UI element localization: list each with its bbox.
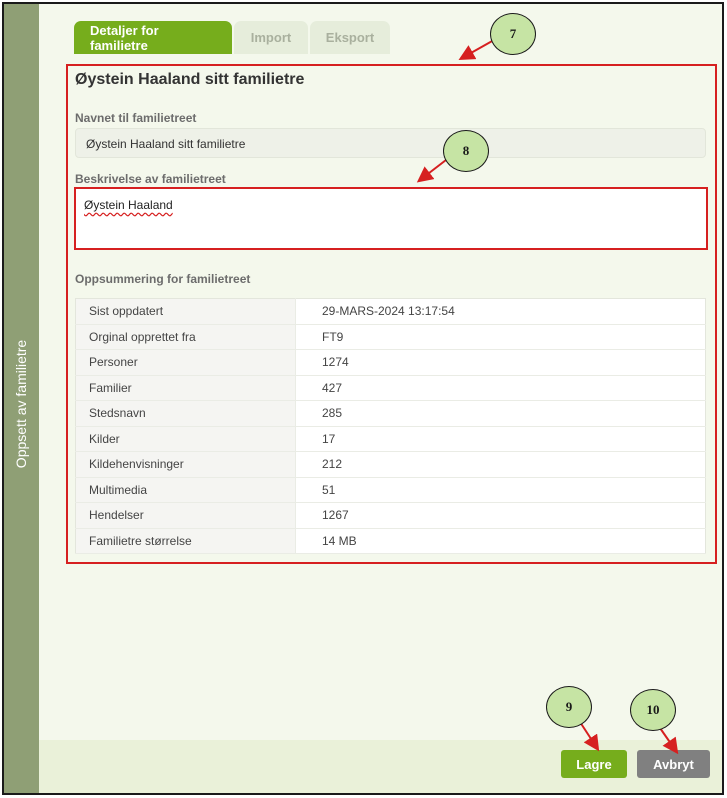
row-value: 285 [296, 401, 706, 427]
table-row [76, 503, 706, 529]
row-key: Sist oppdatert [76, 299, 296, 325]
table-row [76, 426, 706, 452]
callout-8: 8 [443, 130, 489, 172]
row-key: Kilder [76, 426, 296, 452]
save-button[interactable]: Lagre [561, 750, 627, 778]
tree-name-input[interactable]: Øystein Haaland sitt familietre [75, 128, 706, 158]
table-row [76, 299, 706, 325]
row-value: 427 [296, 375, 706, 401]
description-textarea[interactable] [74, 187, 708, 250]
row-value: 212 [296, 452, 706, 478]
table-row [76, 350, 706, 376]
tab-import[interactable]: Import [234, 21, 308, 54]
summary-label: Oppsummering for familietreet [75, 272, 251, 286]
tab-bar [74, 21, 392, 54]
row-value: 1267 [296, 503, 706, 529]
row-key: Familier [76, 375, 296, 401]
table-row [76, 528, 706, 554]
table-row [76, 401, 706, 427]
row-key: Personer [76, 350, 296, 376]
row-value: 1274 [296, 350, 706, 376]
row-key: Stedsnavn [76, 401, 296, 427]
name-label: Navnet til familietreet [75, 111, 197, 125]
row-value: 17 [296, 426, 706, 452]
dialog-frame [2, 2, 724, 795]
sidebar-title: Oppsett av familietre [13, 339, 29, 469]
table-row [76, 324, 706, 350]
description-text: Øystein Haaland [84, 198, 173, 212]
sidebar [4, 4, 39, 793]
row-key: Hendelser [76, 503, 296, 529]
table-row [76, 452, 706, 478]
panel-title: Øystein Haaland sitt familietre [75, 71, 305, 88]
cancel-button[interactable]: Avbryt [637, 750, 710, 778]
row-key: Multimedia [76, 477, 296, 503]
row-key: Orginal opprettet fra [76, 324, 296, 350]
tab-details[interactable]: Detaljer for familietre [74, 21, 232, 54]
table-row [76, 477, 706, 503]
details-panel [66, 64, 717, 564]
row-value: 29-MARS-2024 13:17:54 [296, 299, 706, 325]
summary-table [75, 298, 706, 554]
callout-9: 9 [546, 686, 592, 728]
table-row [76, 375, 706, 401]
callout-7: 7 [490, 13, 536, 55]
tab-export[interactable]: Eksport [310, 21, 390, 54]
callout-10: 10 [630, 689, 676, 731]
row-key: Kildehenvisninger [76, 452, 296, 478]
description-label: Beskrivelse av familietreet [75, 172, 226, 186]
row-value: 14 MB [296, 528, 706, 554]
row-value: 51 [296, 477, 706, 503]
row-value: FT9 [296, 324, 706, 350]
row-key: Familietre størrelse [76, 528, 296, 554]
